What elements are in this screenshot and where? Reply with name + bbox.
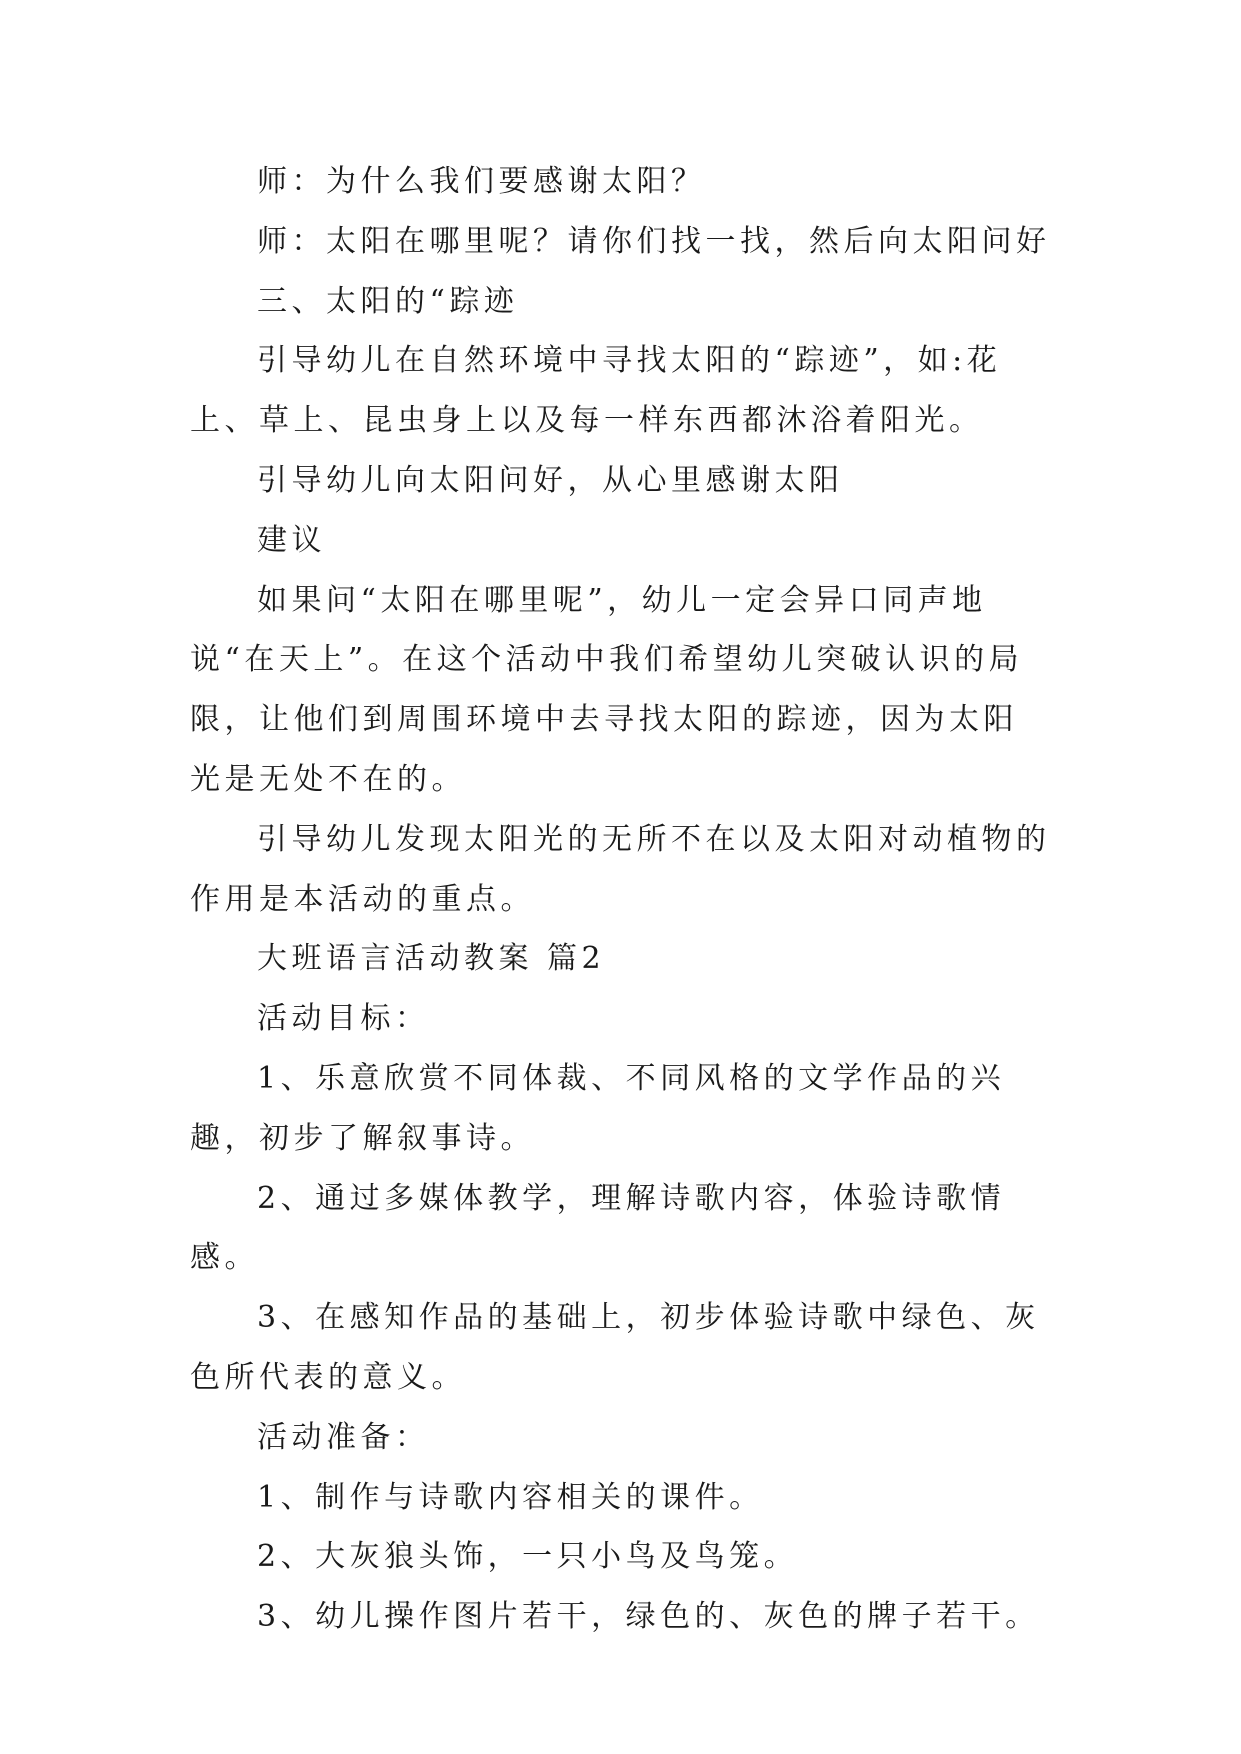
section-heading: 三、太阳的“踪迹 [257,283,519,319]
list-item: 1、制作与诗歌内容相关的课件。 [257,1479,764,1515]
list-item: 2、大灰狼头饰，一只小鸟及鸟笼。 [257,1539,799,1575]
list-item: 1、乐意欣赏不同体裁、不同风格的文学作品的兴趣，初步了解叙事诗。 [190,1060,1006,1156]
document-body [190,152,1052,1647]
paragraph: 引导幼儿发现太阳光的无所不在以及太阳对动植物的作用是本活动的重点。 [190,821,1051,917]
paragraph: 引导幼儿在自然环境中寻找太阳的“踪迹”，如:花上、草上、昆虫身上以及每一样东西都沐浴着阳光。 [190,343,1002,439]
list-item: 2、通过多媒体教学，理解诗歌内容，体验诗歌情感。 [190,1180,1006,1276]
list-item: 3、在感知作品的基础上，初步体验诗歌中绿色、灰色所代表的意义。 [190,1300,1040,1395]
list-item: 3、幼儿操作图片若干，绿色的、灰色的牌子若干。 [257,1599,1040,1635]
section-heading: 活动准备： [257,1419,430,1455]
section-heading: 建议 [257,522,326,558]
paragraph: 师：为什么我们要感谢太阳？ [257,164,706,199]
paragraph: 引导幼儿向太阳问好，从心里感谢太阳 [257,462,844,498]
paragraph: 师：太阳在哪里呢？请你们找一找，然后向太阳问好 [257,223,1051,259]
paragraph: 如果问“太阳在哪里呢”，幼儿一定会异口同声地说“在天上”。在这个活动中我们希望幼儿突破认识的局限，让他们到周围环境中去寻找太阳的踪迹，因为太阳光是无处不在的。 [190,582,1024,797]
section-title: 大班语言活动教案 篇2 [257,941,606,977]
section-heading: 活动目标： [257,1001,430,1037]
